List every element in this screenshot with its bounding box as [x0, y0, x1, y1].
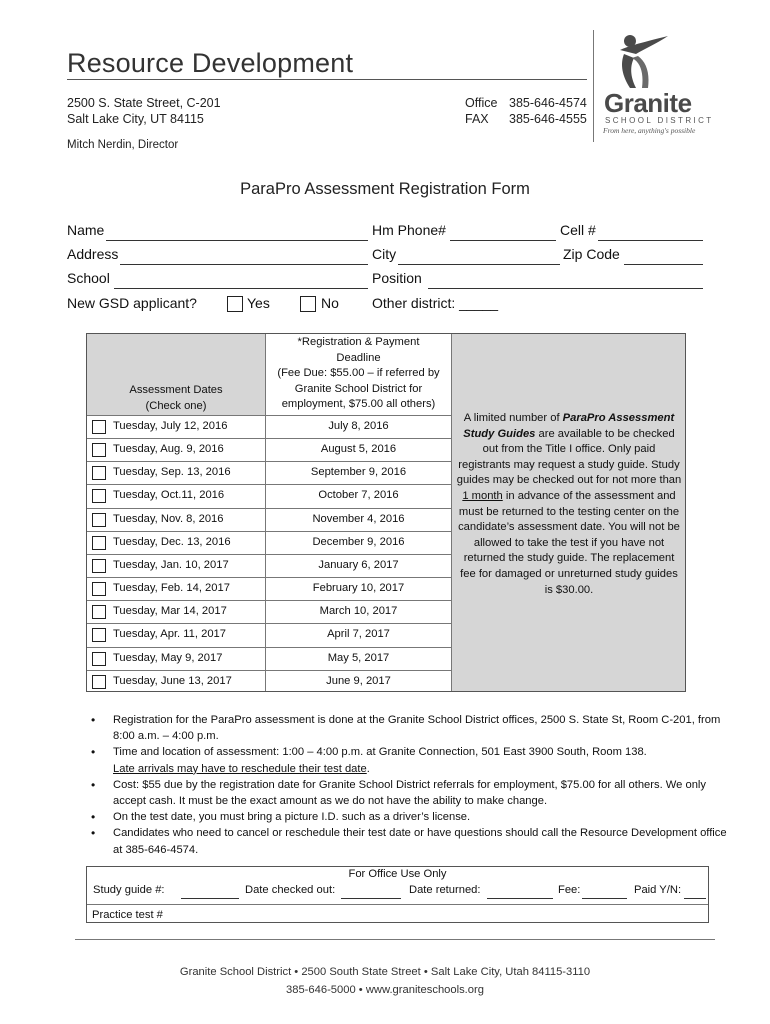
note-underline-text: 1 month	[462, 489, 503, 502]
table-row-divider	[87, 438, 451, 439]
fee-label: Fee:	[558, 884, 581, 896]
address-line-1: 2500 S. State Street, C-201	[67, 96, 221, 110]
form-title: ParaPro Assessment Registration Form	[240, 180, 530, 198]
registration-deadline: October 7, 2016	[318, 489, 399, 502]
logo-wordmark: Granite	[604, 88, 692, 118]
other-district-label: Other district: _____	[372, 295, 499, 311]
bullet-time-location	[113, 744, 733, 776]
registration-deadline: November 4, 2016	[312, 512, 405, 525]
table-row-divider	[87, 577, 451, 578]
registration-deadline: January 6, 2017	[318, 558, 399, 571]
new-gsd-label: New GSD applicant?	[67, 295, 197, 311]
assessment-date: Tuesday, Dec. 13, 2016	[113, 535, 231, 548]
registration-deadline: February 10, 2017	[312, 582, 405, 595]
zip-field[interactable]	[624, 264, 703, 265]
date-returned-label: Date returned:	[409, 884, 481, 896]
school-label: School	[67, 270, 110, 286]
table-row-divider	[87, 623, 451, 624]
school-field[interactable]	[114, 288, 368, 289]
bullet-id: • On the test date, you must bring a picture I.D. such as a driver’s license.	[113, 809, 733, 825]
date-checkbox[interactable]	[92, 628, 106, 642]
date-checked-out-field[interactable]	[341, 898, 401, 899]
assessment-date: Tuesday, Apr. 11, 2017	[113, 628, 226, 641]
date-checkbox[interactable]	[92, 536, 106, 550]
office-phone: 385-646-4574	[509, 96, 587, 110]
zip-label: Zip Code	[563, 246, 620, 262]
date-checkbox[interactable]	[92, 513, 106, 527]
bullet-cancel: • Candidates who need to cancel or reschedule their test date or have questions should call the Resource Development office at 385-646-4574.	[113, 825, 733, 857]
deadline-header	[266, 335, 451, 413]
city-field[interactable]	[398, 264, 560, 265]
registration-deadline: July 8, 2016	[328, 420, 389, 432]
study-guide-note	[456, 411, 682, 598]
table-row-divider	[87, 554, 451, 555]
yes-checkbox[interactable]	[227, 296, 243, 312]
contact-numbers	[509, 95, 587, 127]
position-label: Position	[372, 270, 422, 286]
bullet-late-arrivals: Late arrivals may have to reschedule their test date	[113, 762, 367, 775]
fax-phone: 385-646-4555	[509, 112, 587, 126]
name-field[interactable]	[106, 240, 368, 241]
paid-field[interactable]	[684, 898, 706, 899]
date-checkbox[interactable]	[92, 675, 106, 689]
paid-label: Paid Y/N:	[634, 884, 682, 896]
table-row-divider	[87, 484, 451, 485]
city-label: City	[372, 246, 397, 262]
date-checkbox[interactable]	[92, 605, 106, 619]
table-row-divider	[87, 415, 451, 416]
office-label: Office	[465, 96, 498, 110]
study-guide-label: Study guide #:	[93, 884, 165, 896]
logo-tagline: From here, anything's possible	[603, 126, 696, 135]
dates-header-line-1: Assessment Dates	[129, 384, 223, 396]
registration-deadline: September 9, 2016	[310, 466, 407, 479]
note-bold-text: ParaPro Assessment Study Guides	[463, 412, 675, 440]
practice-test-label: Practice test #	[92, 909, 163, 921]
assessment-date: Tuesday, Aug. 9, 2016	[113, 443, 224, 456]
name-label: Name	[67, 222, 105, 238]
page-title: Resource Development	[67, 48, 354, 78]
no-checkbox[interactable]	[300, 296, 316, 312]
table-row-divider	[87, 647, 451, 648]
dates-header-line-2: (Check one)	[145, 400, 207, 412]
study-guide-field[interactable]	[181, 898, 239, 899]
info-bullets	[113, 712, 733, 858]
date-checkbox[interactable]	[92, 652, 106, 666]
table-row-divider	[87, 670, 451, 671]
footer-address: Granite School District • 2500 South State Street • Salt Lake City, Utah 84115-3110	[179, 966, 591, 978]
footer-contact: 385-646-5000 • www.graniteschools.org	[286, 984, 484, 996]
date-checkbox[interactable]	[92, 582, 106, 596]
date-returned-field[interactable]	[487, 898, 553, 899]
date-checkbox[interactable]	[92, 466, 106, 480]
fax-label: FAX	[465, 112, 489, 126]
director-name: Mitch Nerdin, Director	[67, 139, 179, 151]
cell-field[interactable]	[598, 240, 703, 241]
granite-figure-logo-icon	[610, 32, 672, 90]
date-checkbox[interactable]	[92, 489, 106, 503]
assessment-date: Tuesday, Nov. 8, 2016	[113, 512, 224, 525]
dates-header	[87, 382, 265, 414]
contact-labels	[465, 95, 497, 127]
assessment-date: Tuesday, Mar 14, 2017	[113, 605, 227, 618]
registration-deadline: December 9, 2016	[312, 535, 405, 548]
assessment-date: Tuesday, Sep. 13, 2016	[113, 466, 231, 479]
cell-label: Cell #	[560, 222, 596, 238]
registration-deadline: March 10, 2017	[319, 605, 398, 618]
deadline-header-line-4: Granite School District for	[294, 382, 423, 395]
deadline-header-line-5: employment, $75.00 all others)	[281, 398, 436, 411]
date-checkbox[interactable]	[92, 443, 106, 457]
bullet-late-arrivals-end: .	[366, 762, 370, 775]
header-divider	[593, 30, 594, 142]
table-row-divider	[87, 461, 451, 462]
date-checked-out-label: Date checked out:	[245, 884, 336, 896]
note-text-middle: are available to be checked out from the Title I office. Only paid registrants may request a study guide. Study guides may be checked out for not more than	[456, 427, 682, 487]
bullet-time-text: Time and location of assessment: 1:00 – 4:00 p.m. at Granite Connection, 501 East 3900 South, Room 138.	[113, 746, 647, 759]
date-checkbox[interactable]	[92, 559, 106, 573]
office-use-divider	[87, 904, 708, 905]
registration-deadline: April 7, 2017	[327, 628, 390, 641]
table-row-divider	[87, 531, 451, 532]
table-row-divider	[87, 600, 451, 601]
office-use-title: For Office Use Only	[348, 868, 447, 880]
note-text-end: in advance of the assessment and must be returned to the testing center on the candidate’s assessment date. You will not be allowed to take the test if you have not returned the study guide. The replacement fee for damaged or unreturned study guides is $30.00.	[458, 489, 680, 596]
assessment-date: Tuesday, July 12, 2016	[113, 420, 228, 432]
assessment-date: Tuesday, Feb. 14, 2017	[113, 582, 230, 595]
assessment-date: Tuesday, June 13, 2017	[113, 674, 232, 687]
no-label: No	[321, 295, 339, 311]
logo-subtitle: SCHOOL DISTRICT	[605, 116, 714, 125]
hm-phone-label: Hm Phone#	[372, 222, 446, 238]
assessment-date: Tuesday, Oct.11, 2016	[113, 489, 225, 502]
footer-rule	[75, 939, 715, 940]
date-checkbox[interactable]	[92, 420, 106, 434]
title-underline	[67, 79, 587, 80]
bullet-cost: • Cost: $55 due by the registration date for Granite School District referrals for employment, $75.00 for all others. We only accept cash. It must be the exact amount as we do not have the ability to make change.	[113, 777, 733, 809]
note-text-start: A limited number of	[463, 412, 563, 424]
address-label: Address	[67, 246, 119, 262]
registration-deadline: June 9, 2017	[326, 674, 391, 687]
assessment-date: Tuesday, May 9, 2017	[113, 651, 223, 664]
table-row-divider	[87, 508, 451, 509]
registration-deadline: August 5, 2016	[320, 443, 397, 456]
bullet-registration: • Registration for the ParaPro assessment is done at the Granite School District offices, 2500 S. State St, Room C-201, from 8:00 a.m. – 4:00 p.m.	[113, 712, 733, 744]
assessment-date: Tuesday, Jan. 10, 2017	[113, 558, 229, 571]
address-line-2: Salt Lake City, UT 84115	[67, 112, 204, 126]
address-block	[67, 95, 221, 127]
yes-label: Yes	[247, 295, 270, 311]
deadline-header-line-3: (Fee Due: $55.00 – if referred by	[277, 367, 440, 380]
fee-field[interactable]	[582, 898, 627, 899]
deadline-header-line-2: Deadline	[336, 351, 381, 364]
address-field[interactable]	[120, 264, 368, 265]
hm-phone-field[interactable]	[450, 240, 556, 241]
table-col-divider-2	[451, 334, 452, 691]
deadline-header-line-1: *Registration & Payment	[297, 336, 420, 348]
position-field[interactable]	[428, 288, 703, 289]
registration-deadline: May 5, 2017	[327, 651, 390, 664]
